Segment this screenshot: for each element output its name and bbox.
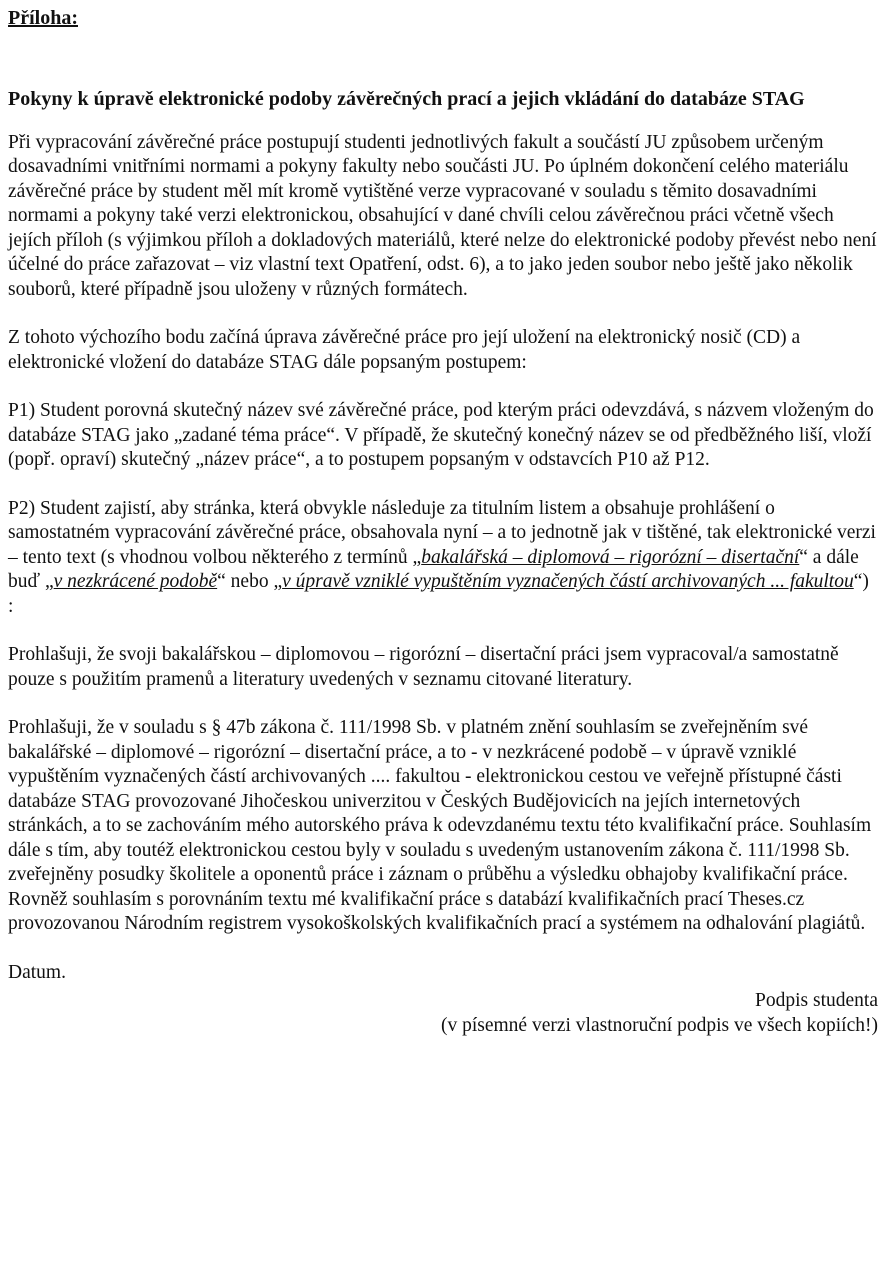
signature-label: Podpis studenta [755, 990, 878, 1011]
step-p2-paragraph [8, 497, 878, 620]
quote-open-1: „ [412, 546, 422, 568]
quote-close-2: “ nebo [217, 571, 274, 592]
option-terms: bakalářská – diplomová – rigorózní – disertační [421, 546, 800, 568]
option-partial-form: v úpravě vzniklé vypuštěním vyznačených částí archivovaných ... fakultou [282, 571, 854, 592]
option-full-form: v nezkrácené podobě [53, 571, 218, 592]
declaration-publication: Prohlašuji, že v souladu s § 47b zákona č. 111/1998 Sb. v platném znění souhlasím se zveřejněním své bakalářské – diplomové – rigorózní – disertační práce, a to - v nezkrácené podobě – v úpravě vzniklé vypuštěním vyznačených částí archivovaných .... fakultou - elektronickou cestou ve veřejně přístupné části databáze STAG provozované Jihočeskou univerzitou v Českých Budějovicích na jejích internetových stránkách, a to se zachováním mého autorského práva k odevzdanému textu této kvalifikační práce. Souhlasím dále s tím, aby toutéž elektronickou cestou byly v souladu s uvedeným ustanovením zákona č. 111/1998 Sb. zveřejněny posudky školitele a oponentů práce i záznam o průběhu a výsledku obhajoby kvalifikační práce. Rovněž souhlasím s porovnáním textu mé kvalifikační práce s databází kvalifikačních prací Theses.cz provozovanou Národním registrem vysokoškolských kvalifikačních prací a systémem na odhalování plagiátů. [8, 717, 872, 934]
quote-close-1: “ a dále buď [8, 546, 859, 592]
quote-open-3: „ [273, 571, 283, 592]
document-title: Pokyny k úpravě elektronické podoby závěrečných prací a jejich vkládání do databáze STAG [8, 87, 805, 110]
intro-paragraph: Při vypracování závěrečné práce postupují studenti jednotlivých fakult a součástí JU způsobem určeným dosavadními vnitřními normami a pokyny fakulty nebo součásti JU. Po úplném dokončení celého materiálu závěrečné práce by student měl mít kromě vytištěné verze vypracované v souladu s těmito dosavadními normami a pokyny také verzi elektronickou, obsahující v dané chvíli celou závěrečnou práci včetně všech jejích příloh (s výjimkou příloh a dokladových materiálů, které nelze do elektronické podoby převést nebo není účelné do práce zařazovat – viz vlastní text Opatření, odst. 6), a to jako jeden soubor nebo ještě jako několik souborů, které případně jsou uloženy v různých formátech. [8, 131, 877, 300]
starting-point-paragraph: Z tohoto výchozího bodu začíná úprava závěrečné práce pro její uložení na elektronický nosič (CD) a elektronické vložení do databáze STAG dále popsaným postupem: [8, 327, 801, 373]
step-p1-paragraph: P1) Student porovná skutečný název své závěrečné práce, pod kterým práci odevzdává, s názvem vloženým do databáze STAG jako „zadané téma práce“. V případě, že skutečný konečný název se od předběžného liší, vloží (popř. opraví) skutečný „název práce“, a to postupem popsaným v odstavcích P10 až P12. [8, 400, 874, 470]
step-p2-text: P2) Student zajistí, aby stránka, která obvykle následuje za titulním listem a obsahuje prohlášení o samostatném vypracování závěrečné práce, obsahovala nyní – a to jednotně jak v tištěné, tak elektronické verzi – tento text (s vhodnou volbou některého z termínů [8, 497, 876, 568]
date-label: Datum. [8, 961, 66, 983]
quote-close-3: “) : [8, 571, 869, 617]
declaration-authorship: Prohlašuji, že svoji bakalářskou – diplomovou – rigorózní – disertační práci jsem vypracoval/a samostatně pouze s použitím pramenů a literatury uvedených v seznamu citované literatury. [8, 644, 839, 690]
document-page [8, 6, 878, 1038]
quote-open-2: „ [44, 571, 54, 592]
appendix-heading: Příloha: [8, 7, 78, 29]
signature-note: (v písemné verzi vlastnoruční podpis ve všech kopiích!) [440, 1014, 878, 1036]
